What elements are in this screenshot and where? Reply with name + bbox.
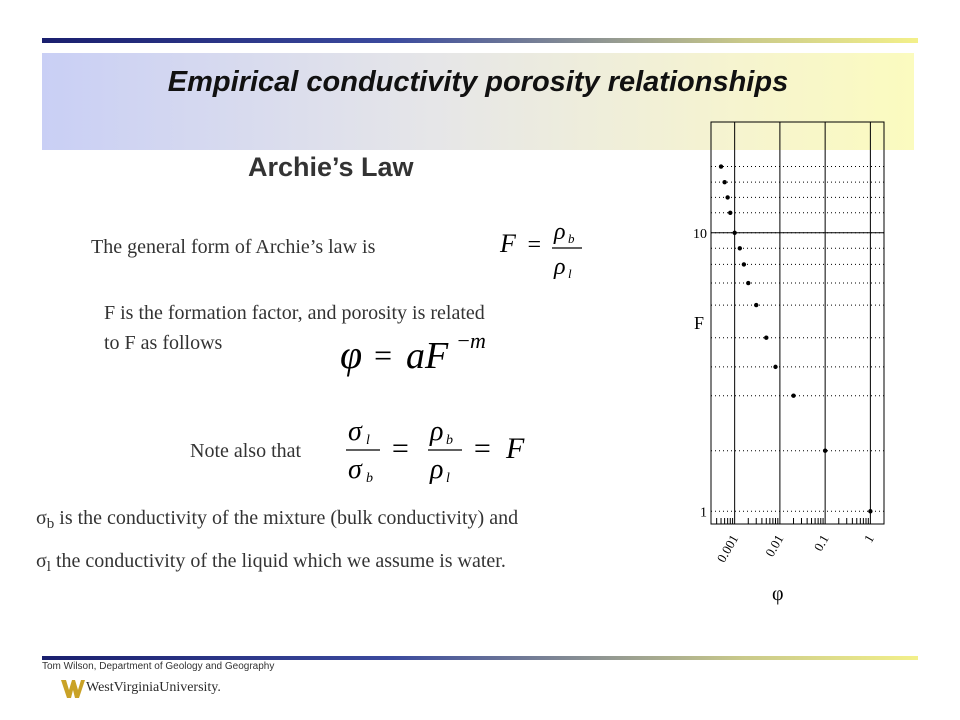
svg-text:σ: σ [348,454,362,485]
x-tick-label: 1 [860,532,877,546]
sigma-b-description: is the conductivity of the mixture (bulk conductivity) and [54,507,519,529]
university-wordmark: WestVirginiaUniversity. [86,680,221,695]
y-tick-label: 1 [700,505,707,521]
svg-text:b: b [446,433,453,448]
data-point [725,195,729,199]
svg-text:b: b [568,231,575,246]
grid-layer [711,167,884,512]
data-point [791,394,795,398]
conductivity-equation [344,410,544,495]
svg-text:−: − [456,328,471,353]
y-axis-label: F [694,313,705,333]
x-tick-label: 0.001 [713,532,742,565]
svg-text:=: = [526,232,543,258]
archie-chart [690,110,900,615]
section-heading: Archie’s Law [248,152,414,182]
archie-equation [498,214,588,289]
svg-text:ρ: ρ [430,454,444,485]
data-point [746,281,750,285]
plot-frame [711,122,884,524]
data-point [868,509,872,513]
labels-layer [693,227,877,605]
x-tick-label: 0.01 [762,532,787,560]
svg-text:φ: φ [340,332,363,377]
svg-text:l: l [568,266,572,281]
porosity-equation [338,328,518,383]
svg-text:σ: σ [348,416,362,447]
sigma-b-symbol: σ [36,507,47,529]
data-point [719,164,723,168]
data-point [773,365,777,369]
svg-text:ρ: ρ [554,254,566,280]
sigma-l-symbol: σ [36,550,47,572]
x-axis-label: φ [772,583,784,605]
y-tick-label: 10 [693,226,707,242]
svg-text:l: l [446,471,450,486]
archie-plot [690,110,900,610]
formation-text-1: F is the formation factor, and porosity is related [104,302,485,324]
svg-text:ρ: ρ [554,219,566,245]
sigma-l-definition [36,550,506,573]
sigma-b-definition [36,507,518,530]
data-point [742,262,746,266]
data-point [764,336,768,340]
svg-text:b: b [366,471,373,486]
svg-text:F: F [506,432,525,465]
data-point [728,211,732,215]
formation-text-2: to F as follows [104,332,223,354]
svg-text:m: m [470,328,486,353]
sigma-l-description: the conductivity of the liquid which we assume is water. [50,550,506,572]
svg-text:ρ: ρ [430,416,444,447]
points-layer [719,164,873,513]
bottom-accent-bar [42,656,918,660]
svg-text:F: F [500,229,516,258]
data-point [754,303,758,307]
data-point [722,180,726,184]
svg-text:=: = [472,432,493,465]
wvu-logo-icon [60,676,86,702]
data-point [732,231,736,235]
general-form-text: The general form of Archie’s law is [91,236,376,258]
top-accent-bar [42,38,918,43]
svg-text:aF: aF [406,335,449,377]
x-tick-label: 0.1 [810,532,832,554]
svg-text:=: = [372,337,394,373]
sigma-l-subscript: l [46,559,51,575]
data-point [738,246,742,250]
axes-layer [711,122,884,524]
svg-text:l: l [366,433,370,448]
data-point [823,448,827,452]
note-text: Note also that [190,440,302,462]
sigma-b-subscript: b [46,516,55,532]
footer-credit: Tom Wilson, Department of Geology and Geography [42,661,275,672]
svg-text:=: = [390,432,411,465]
slide-title: Empirical conductivity porosity relationships [167,66,789,98]
